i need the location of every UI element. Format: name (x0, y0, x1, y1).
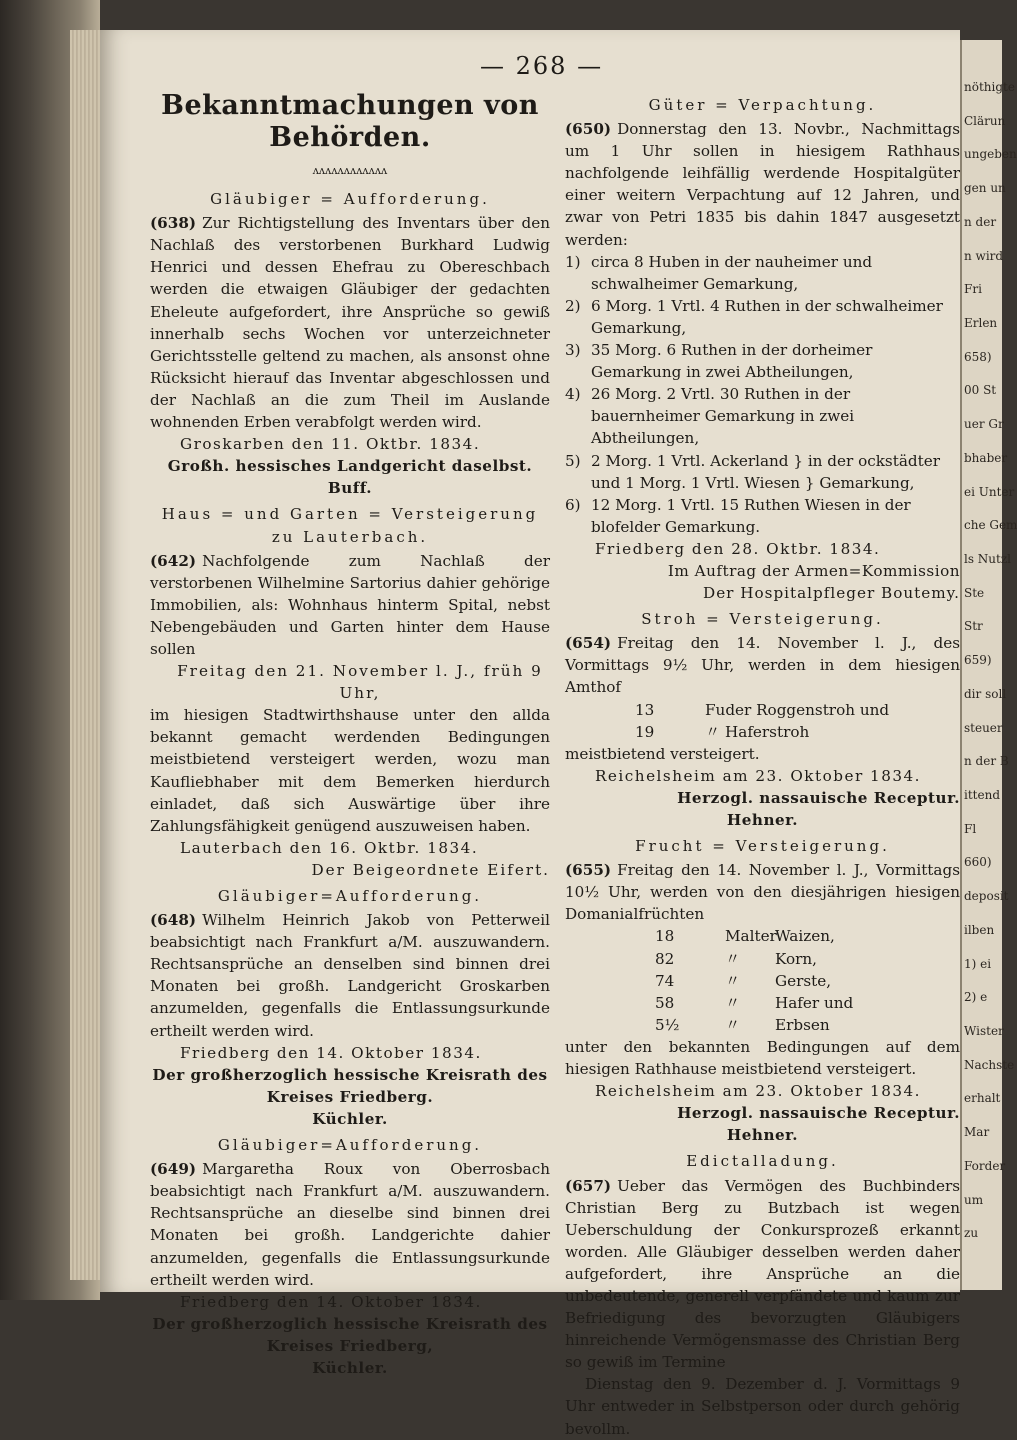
notice-text: Freitag den 14. November l. J., Vormittags 10½ Uhr, werden von den diesjährigen hiesigen Domanialfrüchten (565, 861, 960, 924)
notice-authority: Herzogl. nassauische Receptur. (677, 1104, 960, 1123)
notice-657 (565, 1150, 960, 1439)
next-page-fragment: Erlen (964, 316, 998, 330)
notice-signer: Buff. (327, 479, 373, 498)
notice-text: Nachfolgende zum Nachlaß der verstorbenen Wilhelmine Sartorius dahier gehörige Immobilien, als: Wohnhaus hinterm Spital, nebst Nebengebäuden und Garten hinter dem Hause sollen (150, 551, 550, 658)
notice-authority: Der großherzoglich hessische Kreisrath des Kreises Friedberg, (152, 1314, 548, 1355)
next-page-fragment: deposit (964, 889, 1009, 904)
next-page-fragment: steuer (964, 720, 1003, 735)
notice-642 (150, 503, 550, 881)
next-page-fragment: che Gem (964, 518, 1017, 533)
notice-number: (650) (565, 120, 612, 139)
list-item: 2) 6 Morg. 1 Vrtl. 4 Ruthen in der schwalheimer Gemarkung, (565, 296, 943, 337)
next-page-fragment: uer Gr (964, 417, 1004, 432)
list-item: 1) circa 8 Huben in der nauheimer und schwalheimer Gemarkung, (565, 252, 873, 293)
parcel-list (565, 251, 960, 538)
notice-place-date: Friedberg den 14. Oktober 1834. (180, 1292, 482, 1311)
next-page-fragment: 658) (964, 349, 992, 364)
notice-signer: Der Hospitalpfleger Boutemy. (703, 584, 960, 603)
notice-654 (565, 608, 960, 831)
notice-place-date: Groskarben den 11. Oktbr. 1834. (180, 435, 481, 454)
next-page-fragment: Nachste (964, 1057, 1015, 1072)
notice-text: Freitag den 14. November l. J., des Vormittags 9½ Uhr, werden in dem hiesigen Amthof (565, 634, 960, 697)
next-page-fragment: Wister (964, 1024, 1004, 1038)
page-heading: Bekanntmachungen von Behörden. (161, 90, 539, 153)
list-item: 4) 26 Morg. 2 Vrtl. 30 Ruthen in der bauernheimer Gemarkung in zwei Abtheilungen, (565, 385, 855, 448)
notice-number: (654) (565, 634, 612, 653)
notice-649 (150, 1134, 550, 1379)
next-page-fragment: nöthigte (964, 80, 1015, 94)
list-item: 6) 12 Morg. 1 Vrtl. 15 Ruthen Wiesen in der blofelder Gemarkung. (565, 495, 911, 536)
next-page-strip (960, 40, 1017, 1290)
notice-number: (642) (150, 551, 197, 570)
notice-text: Donnerstag den 13. Novbr., Nachmittags um 1 Uhr sollen in hiesigem Rathhaus nachfolgende leihfällig werdende Hospitalgüter einer weitern Verpachtung auf 12 Jahren, und zwar von Petri 1835 bis dahin 1847 ausgesetzt werden: (565, 120, 960, 249)
right-column (565, 90, 960, 1440)
next-page-fragment: um (964, 1192, 984, 1207)
notice-place-date: Friedberg den 28. Oktbr. 1834. (595, 539, 881, 558)
ornament-divider: ᴧᴧᴧᴧᴧᴧᴧᴧᴧᴧᴧᴧ (312, 164, 388, 177)
notice-text-cont: im hiesigen Stadtwirthshause unter den allda bekannt gemacht werdenden Bedingungen meistbietend versteigert werden, wozu man Kaufliebhaber mit dem Bemerken hierdurch einladet, daß sich Auswärtige über ihre Zahlungsfähigkeit genügend auszuweisen haben. (150, 706, 550, 835)
notice-title: Stroh = Versteigerung. (641, 610, 884, 629)
notice-number: (638) (150, 214, 197, 233)
notice-text-cont: meistbietend versteigert. (565, 744, 760, 763)
notice-650 (565, 94, 960, 604)
next-page-fragment: ungeben (964, 147, 1017, 162)
notice-signer: Hehner. (726, 1126, 799, 1145)
notice-title: Gläubiger=Aufforderung. (217, 1136, 483, 1155)
next-page-fragment: 660) (964, 855, 992, 870)
notice-date: Freitag den 21. November l. J., früh 9 Uhr, (177, 662, 543, 703)
notice-655 (565, 835, 960, 1146)
notice-648 (150, 885, 550, 1130)
notice-number: (657) (565, 1176, 612, 1195)
grain-list: 18 Malter Waizen, 82 〃 Korn, 74 〃 Gerste, 58 〃 Hafer und 5½ 〃 Erbsen (655, 927, 854, 1034)
next-page-fragment: 00 St (964, 383, 997, 398)
notice-number: (655) (565, 861, 612, 880)
notice-number: (648) (150, 911, 197, 930)
notice-text-cont: Dienstag den 9. Dezember d. J. Vormittags 9 Uhr entweder in Selbstperson oder durch gehörig bevollm. (565, 1375, 960, 1438)
notice-place-date: Lauterbach den 16. Oktbr. 1834. (180, 838, 479, 857)
next-page-fragment: Fl (964, 821, 977, 836)
next-page-fragment: Forder (964, 1158, 1006, 1173)
next-page-fragment: Mar (964, 1125, 990, 1140)
notice-title: Frucht = Versteigerung. (635, 837, 890, 856)
notice-signer: Küchler. (312, 1358, 388, 1377)
next-page-fragment: erhalt (964, 1091, 1001, 1106)
left-column (150, 90, 550, 1379)
next-page-fragment: gen un (964, 181, 1006, 196)
notice-place-date: Reichelsheim am 23. Oktober 1834. (595, 766, 922, 785)
notice-638 (150, 188, 550, 499)
next-page-fragment: n wird (964, 248, 1004, 263)
notice-text: Zur Richtigstellung des Inventars über den Nachlaß des verstorbenen Burkhard Ludwig Henrici und dessen Ehefrau zu Obereschbach werden die etwaigen Gläubiger der gedachten Eheleute aufgefordert, ihre Ansprüche so gewiß innerhalb sechs Wochen vor unterzeichneter Gerichtsstelle geltend zu machen, als ansonst ohne Rücksicht hierauf das Inventar abgeschlossen und der Nachlaß an die zum Theil im Auslande wohnenden Erben verabfolgt werden wird. (150, 214, 550, 432)
list-item: 3) 35 Morg. 6 Ruthen in der dorheimer Gemarkung in zwei Abtheilungen, (565, 341, 873, 382)
notice-signer: Küchler. (312, 1109, 388, 1128)
next-page-fragment: Clärun (964, 113, 1006, 128)
page-edges (70, 30, 100, 1280)
next-page-fragment: ls Nutzl (964, 552, 1012, 566)
straw-list: 13 Fuder Roggenstroh und 19 〃 Haferstroh (635, 700, 890, 741)
next-page-fragment: bhaber (964, 450, 1008, 465)
next-page-fragment: 1) ei (964, 956, 992, 971)
notice-text: Ueber das Vermögen des Buchbinders Christian Berg zu Butzbach ist wegen Ueberschuldung der Conkursprozeß erkannt worden. Alle Gläubiger desselben werden daher aufgefordert, ihre Ansprüche an die unbedeutende, generell verpfändete und kaum zur Befriedigung des bevorzugten Gläubigers hinreichende Vermögensmasse des Christian Berg so gewiß im Termine (565, 1176, 960, 1372)
next-page-fragment: ilben (964, 922, 995, 937)
next-page-fragment: Fri (964, 282, 982, 297)
notice-text: Wilhelm Heinrich Jakob von Petterweil beabsichtigt nach Frankfurt a/M. auszuwandern. Rechtsansprüche an denselben sind binnen drei Monaten bei großh. Landgericht Groskarben anzumelden, gegenfalls die Entlassungsurkunde ertheilt werden wird. (150, 911, 550, 1040)
notice-number: (649) (150, 1160, 197, 1179)
list-item: 5) 2 Morg. 1 Vrtl. Ackerland } in der ockstädter und 1 Morg. 1 Vrtl. Wiesen } Gemarkung, (565, 451, 940, 492)
notice-title: Haus = und Garten = Versteigerung zu Lauterbach. (161, 505, 539, 546)
notice-authority: Im Auftrag der Armen=Kommission (667, 561, 960, 580)
notice-signer: Der Beigeordnete Eifert. (311, 860, 550, 879)
notice-authority: Herzogl. nassauische Receptur. (677, 788, 960, 807)
next-page-fragment: ei Unter (964, 484, 1015, 499)
notice-title: Gläubiger=Aufforderung. (217, 887, 483, 905)
notice-place-date: Reichelsheim am 23. Oktober 1834. (595, 1082, 922, 1101)
next-page-fragment: Ste (964, 585, 985, 600)
next-page-fragment: ittend (964, 788, 1000, 802)
notice-title: Güter = Verpachtung. (648, 96, 877, 114)
next-page-fragment: 2) e (964, 990, 988, 1005)
next-page-fragment: n der (964, 214, 997, 229)
notice-text-cont: unter den bekannten Bedingungen auf dem hiesigen Rathhause meistbietend versteigert. (565, 1037, 960, 1079)
next-page-fragment: dir soll (964, 686, 1007, 701)
page-number: — 268 — (480, 52, 604, 80)
notice-title: Edictalladung. (686, 1152, 839, 1171)
notice-authority: Der großherzoglich hessische Kreisrath des Kreises Friedberg. (152, 1065, 548, 1106)
next-page-fragment: n der B (964, 754, 1009, 769)
notice-title: Gläubiger = Aufforderung. (210, 190, 490, 209)
book-spine (0, 0, 100, 1300)
notice-text: Margaretha Roux von Oberrosbach beabsichtigt nach Frankfurt a/M. auszuwandern. Rechtsansprüche an dieselbe sind binnen drei Monaten bei großh. Landgerichte dahier anzumelden, gegenfalls die Entlassungsurkunde ertheilt werden wird. (150, 1160, 550, 1289)
next-page-fragment: 659) (964, 653, 992, 668)
next-page-fragment: zu (964, 1226, 979, 1241)
next-page-fragment: Str (964, 619, 983, 634)
notice-signer: Hehner. (726, 811, 799, 829)
notice-authority: Großh. hessisches Landgericht daselbst. (167, 457, 533, 476)
notice-place-date: Friedberg den 14. Oktober 1834. (180, 1043, 482, 1062)
